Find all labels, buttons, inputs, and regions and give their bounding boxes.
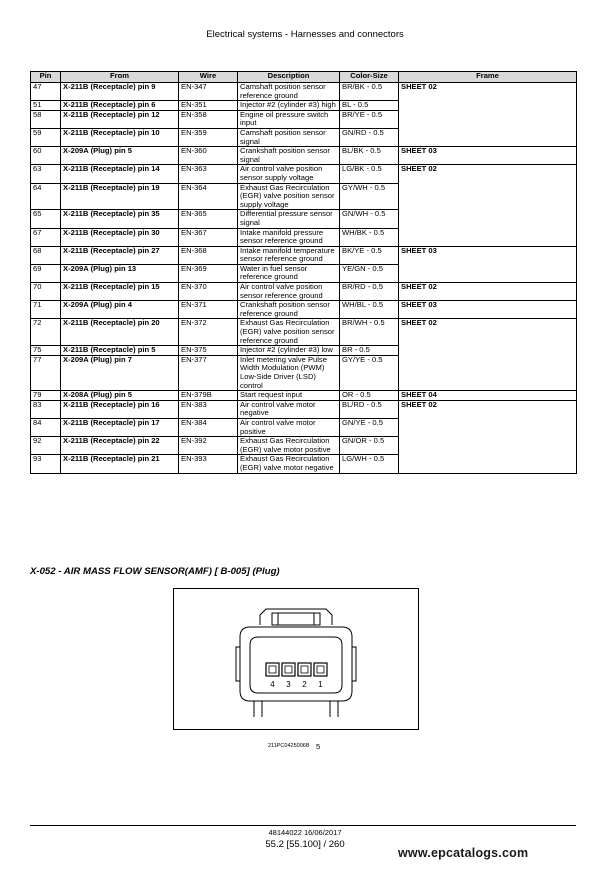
cell-description: Water in fuel sensor reference ground bbox=[238, 264, 340, 282]
cell-frame: SHEET 02 bbox=[399, 400, 577, 473]
pin-cavity bbox=[282, 663, 295, 676]
pin-table-body bbox=[31, 83, 577, 474]
connector-figure bbox=[173, 588, 419, 730]
cell-from: X-211B (Receptacle) pin 16 bbox=[61, 400, 179, 418]
cell-frame: SHEET 02 bbox=[399, 319, 577, 391]
pin-label-2: 2 bbox=[302, 680, 307, 689]
cell-color-size: BR/RD - 0.5 bbox=[340, 283, 399, 301]
watermark: www.epcatalogs.com bbox=[398, 846, 529, 860]
cell-from: X-211B (Receptacle) pin 9 bbox=[61, 83, 179, 101]
cell-wire: EN-367 bbox=[179, 228, 238, 246]
cell-pin: 92 bbox=[31, 437, 61, 455]
column-header-wire: Wire bbox=[179, 72, 238, 83]
cell-color-size: BR/WH - 0.5 bbox=[340, 319, 399, 346]
pin-cavity bbox=[266, 663, 279, 676]
cell-color-size: WH/BK - 0.5 bbox=[340, 228, 399, 246]
cell-pin: 51 bbox=[31, 101, 61, 111]
cell-frame: SHEET 03 bbox=[399, 301, 577, 319]
cell-wire: EN-365 bbox=[179, 210, 238, 228]
cell-color-size: BR/YE - 0.5 bbox=[340, 110, 399, 128]
cell-description: Air control valve motor positive bbox=[238, 418, 340, 436]
cell-frame: SHEET 03 bbox=[399, 246, 577, 282]
cell-pin: 64 bbox=[31, 183, 61, 210]
cell-description: Intake manifold pressure sensor reference ground bbox=[238, 228, 340, 246]
connector-drawing bbox=[174, 589, 418, 729]
cell-description: Air control valve position sensor reference ground bbox=[238, 283, 340, 301]
cell-pin: 47 bbox=[31, 83, 61, 101]
cell-pin: 71 bbox=[31, 301, 61, 319]
cell-description: Crankshaft position sensor signal bbox=[238, 147, 340, 165]
cell-color-size: LG/BK - 0.5 bbox=[340, 165, 399, 183]
cell-from: X-211B (Receptacle) pin 6 bbox=[61, 101, 179, 111]
cell-description: Exhaust Gas Recirculation (EGR) valve position sensor supply voltage bbox=[238, 183, 340, 210]
cell-pin: 60 bbox=[31, 147, 61, 165]
cell-wire: EN-347 bbox=[179, 83, 238, 101]
cell-color-size: GY/WH - 0.5 bbox=[340, 183, 399, 210]
cell-description: Start request input bbox=[238, 391, 340, 401]
cell-description: Air control valve motor negative bbox=[238, 400, 340, 418]
cell-description: Injector #2 (cylinder #3) low bbox=[238, 346, 340, 356]
cell-color-size: GY/YE - 0.5 bbox=[340, 355, 399, 390]
cell-from: X-211B (Receptacle) pin 15 bbox=[61, 283, 179, 301]
cell-from: X-209A (Plug) pin 4 bbox=[61, 301, 179, 319]
cell-description: Inlet metering valve Pulse Width Modulation (PWM) Low-Side Driver (LSD) control bbox=[238, 355, 340, 390]
cell-from: X-211B (Receptacle) pin 12 bbox=[61, 110, 179, 128]
cell-from: X-211B (Receptacle) pin 35 bbox=[61, 210, 179, 228]
cell-color-size: WH/BL - 0.5 bbox=[340, 301, 399, 319]
cell-wire: EN-379B bbox=[179, 391, 238, 401]
cell-pin: 77 bbox=[31, 355, 61, 390]
cell-color-size: GN/OR - 0.5 bbox=[340, 437, 399, 455]
cell-description: Engine oil pressure switch input bbox=[238, 110, 340, 128]
column-header-frame: Frame bbox=[399, 72, 577, 83]
table-row bbox=[31, 246, 577, 264]
table-row bbox=[31, 301, 577, 319]
cell-from: X-211B (Receptacle) pin 10 bbox=[61, 128, 179, 146]
column-header-color-size: Color-Size bbox=[340, 72, 399, 83]
cell-color-size: YE/GN - 0.5 bbox=[340, 264, 399, 282]
page-number: 55.2 [55.100] / 260 bbox=[265, 839, 345, 850]
cell-wire: EN-375 bbox=[179, 346, 238, 356]
cell-wire: EN-370 bbox=[179, 283, 238, 301]
cell-pin: 84 bbox=[31, 418, 61, 436]
cell-wire: EN-392 bbox=[179, 437, 238, 455]
cell-description: Differential pressure sensor signal bbox=[238, 210, 340, 228]
cell-from: X-211B (Receptacle) pin 14 bbox=[61, 165, 179, 183]
cell-description: Intake manifold temperature sensor reference ground bbox=[238, 246, 340, 264]
cell-wire: EN-358 bbox=[179, 110, 238, 128]
cell-pin: 93 bbox=[31, 455, 61, 473]
cell-wire: EN-371 bbox=[179, 301, 238, 319]
cell-pin: 70 bbox=[31, 283, 61, 301]
cell-from: X-209A (Plug) pin 13 bbox=[61, 264, 179, 282]
cell-color-size: BR/BK - 0.5 bbox=[340, 83, 399, 101]
cell-pin: 63 bbox=[31, 165, 61, 183]
cell-from: X-209A (Plug) pin 7 bbox=[61, 355, 179, 390]
cell-color-size: GN/YE - 0.5 bbox=[340, 418, 399, 436]
cell-wire: EN-368 bbox=[179, 246, 238, 264]
column-header-description: Description bbox=[238, 72, 340, 83]
cell-pin: 83 bbox=[31, 400, 61, 418]
cell-wire: EN-360 bbox=[179, 147, 238, 165]
footer-divider bbox=[30, 825, 576, 826]
cell-pin: 67 bbox=[31, 228, 61, 246]
cell-pin: 79 bbox=[31, 391, 61, 401]
cell-from: X-211B (Receptacle) pin 20 bbox=[61, 319, 179, 346]
cell-color-size: GN/WH - 0.5 bbox=[340, 210, 399, 228]
pin-label-3: 3 bbox=[286, 680, 291, 689]
cell-wire: EN-363 bbox=[179, 165, 238, 183]
cell-description: Injector #2 (cylinder #3) high bbox=[238, 101, 340, 111]
cell-description: Crankshaft position sensor reference ground bbox=[238, 301, 340, 319]
cell-frame: SHEET 03 bbox=[399, 147, 577, 165]
table-row bbox=[31, 283, 577, 301]
cell-from: X-209A (Plug) pin 5 bbox=[61, 147, 179, 165]
table-row bbox=[31, 83, 577, 101]
pin-label-4: 4 bbox=[270, 680, 275, 689]
cell-color-size: BL/RD - 0.5 bbox=[340, 400, 399, 418]
table-row bbox=[31, 319, 577, 346]
cell-wire: EN-393 bbox=[179, 455, 238, 473]
cell-from: X-208A (Plug) pin 5 bbox=[61, 391, 179, 401]
figure-image-ref: 211PC0425006B bbox=[268, 743, 310, 749]
cell-frame: SHEET 02 bbox=[399, 165, 577, 246]
table-row bbox=[31, 165, 577, 183]
cell-from: X-211B (Receptacle) pin 21 bbox=[61, 455, 179, 473]
cell-color-size: GN/RD - 0.5 bbox=[340, 128, 399, 146]
cell-pin: 69 bbox=[31, 264, 61, 282]
cell-description: Camshaft position sensor signal bbox=[238, 128, 340, 146]
cell-from: X-211B (Receptacle) pin 22 bbox=[61, 437, 179, 455]
cell-color-size: BL/BK - 0.5 bbox=[340, 147, 399, 165]
cell-description: Air control valve position sensor supply voltage bbox=[238, 165, 340, 183]
cell-description: Camshaft position sensor reference ground bbox=[238, 83, 340, 101]
cell-frame: SHEET 02 bbox=[399, 83, 577, 147]
table-row bbox=[31, 391, 577, 401]
cell-frame: SHEET 02 bbox=[399, 283, 577, 301]
pin-cavity bbox=[314, 663, 327, 676]
cell-color-size: OR - 0.5 bbox=[340, 391, 399, 401]
cell-wire: EN-383 bbox=[179, 400, 238, 418]
pin-table-container bbox=[30, 71, 576, 474]
cell-wire: EN-369 bbox=[179, 264, 238, 282]
pin-cavities bbox=[266, 663, 327, 676]
cell-wire: EN-364 bbox=[179, 183, 238, 210]
cell-from: X-211B (Receptacle) pin 19 bbox=[61, 183, 179, 210]
cell-frame: SHEET 04 bbox=[399, 391, 577, 401]
table-header-row bbox=[31, 72, 577, 83]
pin-table bbox=[30, 71, 577, 474]
cell-wire: EN-377 bbox=[179, 355, 238, 390]
cell-from: X-211B (Receptacle) pin 5 bbox=[61, 346, 179, 356]
cell-color-size: BR - 0.5 bbox=[340, 346, 399, 356]
cell-description: Exhaust Gas Recirculation (EGR) valve motor negative bbox=[238, 455, 340, 473]
cell-wire: EN-384 bbox=[179, 418, 238, 436]
cell-from: X-211B (Receptacle) pin 27 bbox=[61, 246, 179, 264]
document-reference: 48144022 16/06/2017 bbox=[268, 828, 342, 837]
cell-pin: 58 bbox=[31, 110, 61, 128]
cell-wire: EN-372 bbox=[179, 319, 238, 346]
table-row bbox=[31, 400, 577, 418]
cell-color-size: LG/WH - 0.5 bbox=[340, 455, 399, 473]
cell-pin: 75 bbox=[31, 346, 61, 356]
pin-label-1: 1 bbox=[318, 680, 323, 689]
cell-pin: 68 bbox=[31, 246, 61, 264]
table-row bbox=[31, 147, 577, 165]
cell-color-size: BL - 0.5 bbox=[340, 101, 399, 111]
document-header: Electrical systems - Harnesses and connectors bbox=[206, 29, 404, 40]
cell-wire: EN-359 bbox=[179, 128, 238, 146]
cell-color-size: BK/YE - 0.5 bbox=[340, 246, 399, 264]
column-header-pin: Pin bbox=[31, 72, 61, 83]
section-title: X-052 - AIR MASS FLOW SENSOR(AMF) [ B-005] (Plug) bbox=[30, 566, 280, 577]
cell-pin: 59 bbox=[31, 128, 61, 146]
cell-wire: EN-351 bbox=[179, 101, 238, 111]
cell-pin: 72 bbox=[31, 319, 61, 346]
column-header-from: From bbox=[61, 72, 179, 83]
cell-description: Exhaust Gas Recirculation (EGR) valve position sensor reference ground bbox=[238, 319, 340, 346]
cell-from: X-211B (Receptacle) pin 30 bbox=[61, 228, 179, 246]
pin-cavity bbox=[298, 663, 311, 676]
figure-number: 5 bbox=[316, 742, 321, 751]
cell-from: X-211B (Receptacle) pin 17 bbox=[61, 418, 179, 436]
cell-pin: 65 bbox=[31, 210, 61, 228]
cell-description: Exhaust Gas Recirculation (EGR) valve motor positive bbox=[238, 437, 340, 455]
